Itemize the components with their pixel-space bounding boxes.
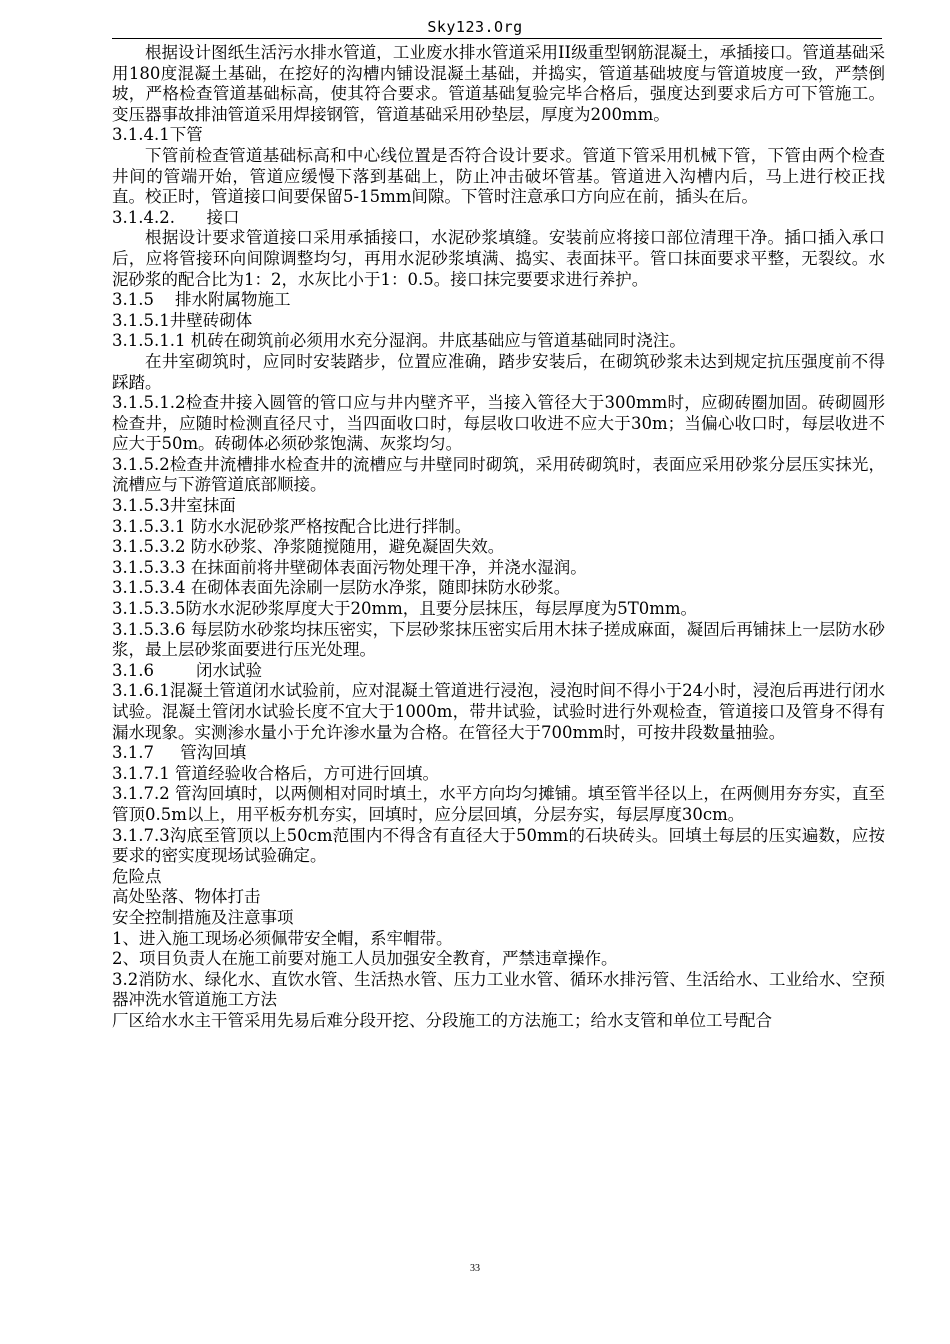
- paragraph-joint: 根据设计要求管道接口采用承插接口，水泥砂浆填缝。安装前应将接口部位清理干净。插口插入承口后，应将管接环向间隙调整均匀，再用水泥砂浆填满、捣实、表面抹平。管口抹面要求平整，无裂纹。水泥砂浆的配合比为1：2，水灰比小于1：0.5。接口抹完要要求进行养护。: [112, 228, 885, 289]
- heading-danger-points: 危险点: [112, 866, 162, 886]
- item-3-1-5-1-2: 3.1.5.1.2检查井接入圆管的管口应与井内壁齐平，当接入管径大于300mm时，应砌砖圈加固。砖砌圆形检查井，应随时检测直径尺寸，当四面收口时，每层收口收进不应大于30m；当偏心收口时，每层收进不应大于50m。砖砌体必须砂浆饱满、灰浆均匀。: [112, 393, 885, 454]
- page-number: 33: [470, 1263, 480, 1274]
- item-3-1-5-3-3: 3.1.5.3.3 在抹面前将井壁砌体表面污物处理干净，并浇水湿润。: [112, 557, 587, 577]
- item-3-1-5-3-6: 3.1.5.3.6 每层防水砂浆均抹压密实，下层砂浆抹压密实后用木抹子搓成麻面，凝固后再铺抹上一层防水砂浆，最上层砂浆面要进行压光处理。: [112, 619, 885, 660]
- heading-3-1-6: 3.1.6 闭水试验: [112, 660, 262, 680]
- paragraph-pipe-foundation: 根据设计图纸生活污水排水管道，工业废水排水管道采用II级重型钢筋混凝土，承插接口。管道基础采用180度混凝土基础，在挖好的沟槽内铺设混凝土基础，并捣实，管道基础坡度与管道坡度一致，严禁倒坡，严格检查管道基础标高，使其符合要求。管道基础复验完毕合格后，强度达到要求后方可下管施工。变压器事故排油管道采用焊接钢管，管道基础采用砂垫层，厚度为200mm。: [112, 43, 885, 124]
- safety-item-1: 1、进入施工现场必须佩带安全帽，系牢帽带。: [112, 928, 453, 948]
- item-3-1-7-2: 3.1.7.2 管沟回填时，以两侧相对同时填土，水平方向均匀摊铺。填至管半径以上，在两侧用夯夯实，直至管顶0.5m以上，用平板夯机夯实，回填时，应分层回填，分层夯实，每层厚度30cm。: [112, 784, 885, 824]
- heading-3-1-7: 3.1.7 管沟回填: [112, 743, 247, 763]
- heading-3-1-5: 3.1.5 排水附属物施工: [112, 290, 291, 310]
- heading-3-2: 3.2消防水、绿化水、直饮水管、生活热水管、压力工业水管、循环水排污管、生活给水、工业给水、空预器冲洗水管道施工方法: [112, 969, 885, 1010]
- page-header: Sky123.Org: [427, 18, 523, 36]
- item-3-1-5-3-4: 3.1.5.3.4 在砌体表面先涂刷一层防水净浆，随即抹防水砂浆。: [112, 578, 571, 598]
- paragraph-water-supply: 厂区给水水主干管采用先易后难分段开挖、分段施工的方法施工；给水支管和单位工号配合: [112, 1010, 772, 1030]
- document-body: [112, 43, 885, 1032]
- item-3-1-5-3-1: 3.1.5.3.1 防水水泥砂浆严格按配合比进行拌制。: [112, 516, 472, 536]
- safety-item-2: 2、项目负责人在施工前要对施工人员加强安全教育，严禁违章操作。: [112, 949, 618, 969]
- heading-3-1-5-3: 3.1.5.3井室抹面: [112, 496, 236, 516]
- heading-3-1-4-1: 3.1.4.1下管: [112, 125, 203, 145]
- heading-3-1-4-2: 3.1.4.2. 接口: [112, 207, 240, 227]
- item-3-1-5-2: 3.1.5.2检查井流槽排水检查井的流槽应与井壁同时砌筑，采用砖砌筑时，表面应采用砂浆分层压实抹光，流槽应与下游管道底部顺接。: [112, 454, 885, 495]
- heading-safety-measures: 安全控制措施及注意事项: [112, 907, 294, 927]
- item-3-1-7-1: 3.1.7.1 管道经验收合格后，方可进行回填。: [112, 763, 439, 783]
- heading-3-1-5-1: 3.1.5.1井壁砖砌体: [112, 310, 253, 330]
- item-3-1-6-1: 3.1.6.1混凝土管道闭水试验前，应对混凝土管道进行浸泡，浸泡时间不得小于24小时，浸泡后再进行闭水试验。混凝土管闭水试验长度不宜大于1000m，带井试验，试验时进行外观检查，管道接口及管身不得有漏水现象。实测渗水量小于允许渗水量为合格。在管径大于700mm时，可按井段数量抽验。: [112, 681, 885, 742]
- item-3-1-5-3-5: 3.1.5.3.5防水水泥砂浆厚度大于20mm，且要分层抹压，每层厚度为5T0mm。: [112, 599, 698, 619]
- paragraph-lowering-pipe: 下管前检查管道基础标高和中心线位置是否符合设计要求。管道下管采用机械下管，下管由两个检查井间的管端开始，管道应缓慢下落到基础上，防止冲击破坏管基。管道进入沟槽内后，马上进行校正找直。校正时，管道接口间要保留5-15mm间隙。下管时注意承口方向应在前，插头在后。: [112, 145, 885, 207]
- paragraph-danger-list: 高处坠落、物体打击: [112, 887, 261, 907]
- item-3-1-5-1-1: 3.1.5.1.1 机砖在砌筑前必须用水充分湿润。井底基础应与管道基础同时浇注。: [112, 331, 686, 351]
- item-3-1-5-3-2: 3.1.5.3.2 防水砂浆、净浆随搅随用，避免凝固失效。: [112, 537, 505, 557]
- item-3-1-7-3: 3.1.7.3沟底至管顶以上50cm范围内不得含有直径大于50mm的石块砖头。回填土每层的压实遍数，应按要求的密实度现场试验确定。: [112, 825, 885, 866]
- header-rule: [112, 38, 882, 39]
- paragraph-well-masonry: 在井室砌筑时，应同时安装踏步，位置应准确，踏步安装后，在砌筑砂浆未达到规定抗压强度前不得踩踏。: [112, 351, 885, 392]
